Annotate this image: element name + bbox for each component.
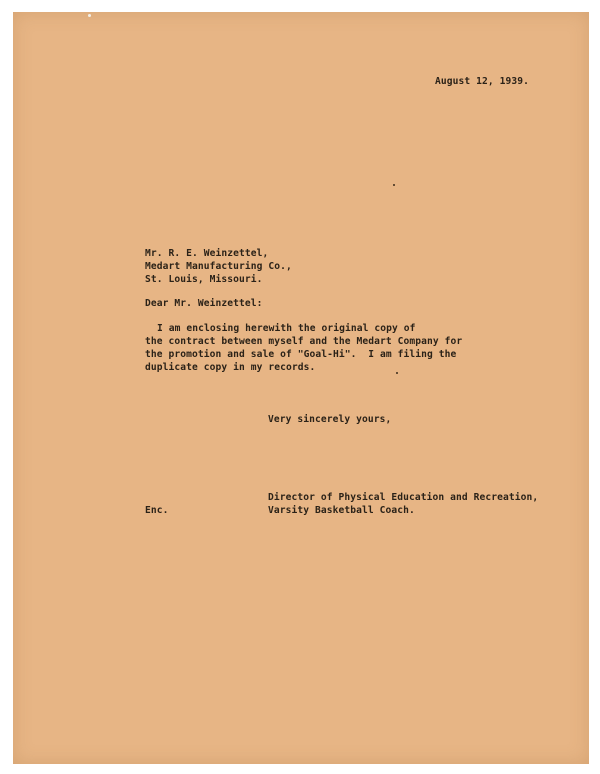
signature-title-1: Director of Physical Education and Recreation, <box>268 492 539 503</box>
enclosure-note: Enc. <box>145 505 169 516</box>
paper-speck <box>393 184 395 186</box>
paper-speck <box>396 372 398 374</box>
salutation: Dear Mr. Weinzettel: <box>145 298 263 309</box>
letter-page <box>13 12 589 764</box>
body-line-2: the contract between myself and the Medart Company for <box>145 336 463 347</box>
address-line-1: Mr. R. E. Weinzettel, <box>145 248 269 259</box>
closing: Very sincerely yours, <box>268 414 392 425</box>
signature-title-2: Varsity Basketball Coach. <box>268 505 415 516</box>
body-line-1: I am enclosing herewith the original copy of <box>157 323 416 334</box>
address-line-3: St. Louis, Missouri. <box>145 274 263 285</box>
paper-nick <box>88 14 91 17</box>
body-line-3: the promotion and sale of "Goal-Hi". I am filing the <box>145 349 457 360</box>
address-line-2: Medart Manufacturing Co., <box>145 261 292 272</box>
body-line-4: duplicate copy in my records. <box>145 362 316 373</box>
letter-date: August 12, 1939. <box>435 76 530 87</box>
